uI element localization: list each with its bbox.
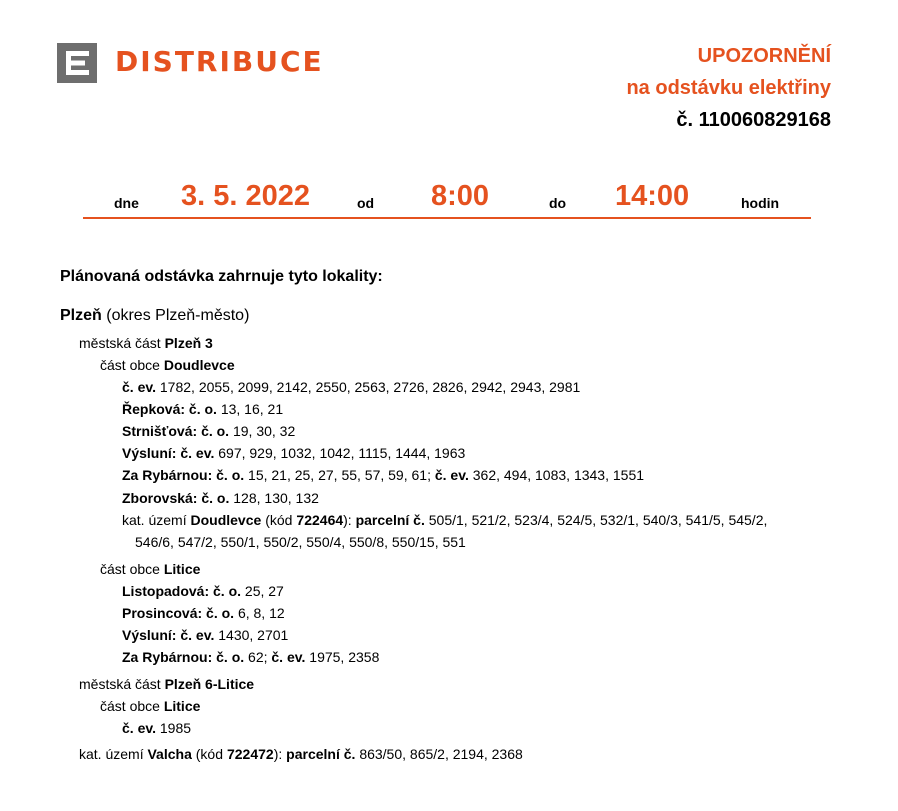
entry-label: parcelní č. <box>286 746 356 762</box>
orange-divider <box>83 217 811 219</box>
cadastral-code: 722472 <box>226 746 274 762</box>
part-name: Doudlevce <box>163 357 235 373</box>
cadastral-line <box>122 511 767 529</box>
district-name: Plzeň 6-Litice <box>164 676 255 692</box>
entry-values: 505/1, 521/2, 523/4, 524/5, 532/1, 540/3, 541/5, 545/2, <box>428 512 768 528</box>
entry-line <box>122 648 379 666</box>
code-open: (kód <box>265 512 293 528</box>
cadastral-line <box>79 745 523 763</box>
to-time: 14:00 <box>615 180 690 212</box>
code-close: ): <box>343 512 352 528</box>
city-line <box>60 307 249 325</box>
entry-label: č. o. <box>201 423 230 439</box>
entry-label: č. o. <box>213 583 242 599</box>
entry-line <box>122 719 191 737</box>
entry-values: 697, 929, 1032, 1042, 1115, 1444, 1963 <box>218 445 466 461</box>
part-prefix: část obce <box>100 698 160 714</box>
district-name: Plzeň 3 <box>164 335 213 351</box>
cadastral-continuation <box>135 533 466 551</box>
notice-title: UPOZORNĚNÍ <box>697 45 831 67</box>
cadastral-name: Doudlevce <box>190 512 262 528</box>
entry-label: č. o. <box>188 401 217 417</box>
unit-label: hodin <box>741 195 780 211</box>
entry-values: 362, 494, 1083, 1343, 1551 <box>472 467 645 483</box>
entry-values: 546/6, 547/2, 550/1, 550/2, 550/4, 550/8, 550/15, 551 <box>135 534 466 550</box>
entry-label: č. o. <box>201 490 230 506</box>
street-name: Řepková: <box>122 401 186 417</box>
entry-values: 19, 30, 32 <box>232 423 296 439</box>
district-prefix: městská část <box>79 676 161 692</box>
notice-number: č. 110060829168 <box>676 109 831 131</box>
cadastral-name: Valcha <box>147 746 192 762</box>
cadastral-prefix: kat. území <box>79 746 144 762</box>
district-line <box>79 334 213 352</box>
entry-values: 13, 16, 21 <box>220 401 284 417</box>
code-close: ): <box>273 746 283 762</box>
brand-name: DISTRIBUCE <box>115 45 324 78</box>
entry-line <box>122 626 288 644</box>
entry-values: 1782, 2055, 2099, 2142, 2550, 2563, 2726, 2826, 2942, 2943, 2981 <box>159 379 581 395</box>
code-open: (kód <box>195 746 223 762</box>
entry-label: č. ev. <box>180 445 215 461</box>
district-line <box>79 675 254 693</box>
entry-values: 25, 27 <box>244 583 284 599</box>
cadastral-code: 722464 <box>296 512 344 528</box>
entry-values: 128, 130, 132 <box>233 490 319 506</box>
entry-label: č. ev. <box>434 467 469 483</box>
entry-line <box>122 444 465 462</box>
part-line <box>100 356 235 374</box>
part-name: Litice <box>163 561 201 577</box>
notice-header <box>626 40 831 136</box>
entry-label: č. o. <box>216 649 245 665</box>
entry-values: 1975, 2358 <box>309 649 380 665</box>
street-name: Listopadová: <box>122 583 210 599</box>
entry-line <box>122 489 319 507</box>
entry-label: č. o. <box>216 467 245 483</box>
entry-line <box>122 582 284 600</box>
entry-values: 6, 8, 12 <box>237 605 285 621</box>
street-name: Za Rybárnou: <box>122 649 213 665</box>
entry-values: 1985 <box>159 720 192 736</box>
notice-subtitle: na odstávku elektřiny <box>626 77 831 99</box>
entry-line <box>122 378 580 396</box>
part-prefix: část obce <box>100 357 160 373</box>
entry-label: č. ev. <box>122 379 156 395</box>
street-name: Výsluní: <box>122 627 177 643</box>
district-prefix: městská část <box>79 335 161 351</box>
entry-label: parcelní č. <box>355 512 425 528</box>
entry-line <box>122 422 295 440</box>
part-prefix: část obce <box>100 561 160 577</box>
street-name: Zborovská: <box>122 490 198 506</box>
entry-label: č. ev. <box>180 627 215 643</box>
street-name: Prosincová: <box>122 605 203 621</box>
to-label: do <box>549 195 567 211</box>
entry-label: č. ev. <box>271 649 306 665</box>
entry-label: č. ev. <box>122 720 156 736</box>
entry-values: 863/50, 865/2, 2194, 2368 <box>359 746 523 762</box>
cadastral-prefix: kat. území <box>122 512 187 528</box>
city-name: Plzeň <box>60 307 102 324</box>
entry-line <box>122 466 644 484</box>
entry-line <box>122 604 285 622</box>
street-name: Výsluní: <box>122 445 177 461</box>
outage-date: 3. 5. 2022 <box>181 180 310 212</box>
cez-e-logo-icon <box>57 43 97 83</box>
from-label: od <box>357 195 375 211</box>
entry-line <box>122 400 283 418</box>
street-name: Za Rybárnou: <box>122 467 213 483</box>
entry-values: 15, 21, 25, 27, 55, 57, 59, 61; <box>248 467 431 483</box>
from-time: 8:00 <box>431 180 490 212</box>
part-line <box>100 560 200 578</box>
part-line <box>100 697 200 715</box>
entry-values: 62; <box>248 649 268 665</box>
localities-heading: Plánovaná odstávka zahrnuje tyto lokality: <box>60 268 383 285</box>
part-name: Litice <box>163 698 201 714</box>
date-label: dne <box>114 195 139 211</box>
city-district: (okres Plzeň-město) <box>106 307 250 324</box>
entry-label: č. o. <box>206 605 235 621</box>
entry-values: 1430, 2701 <box>218 627 289 643</box>
street-name: Strnišťová: <box>122 423 198 439</box>
